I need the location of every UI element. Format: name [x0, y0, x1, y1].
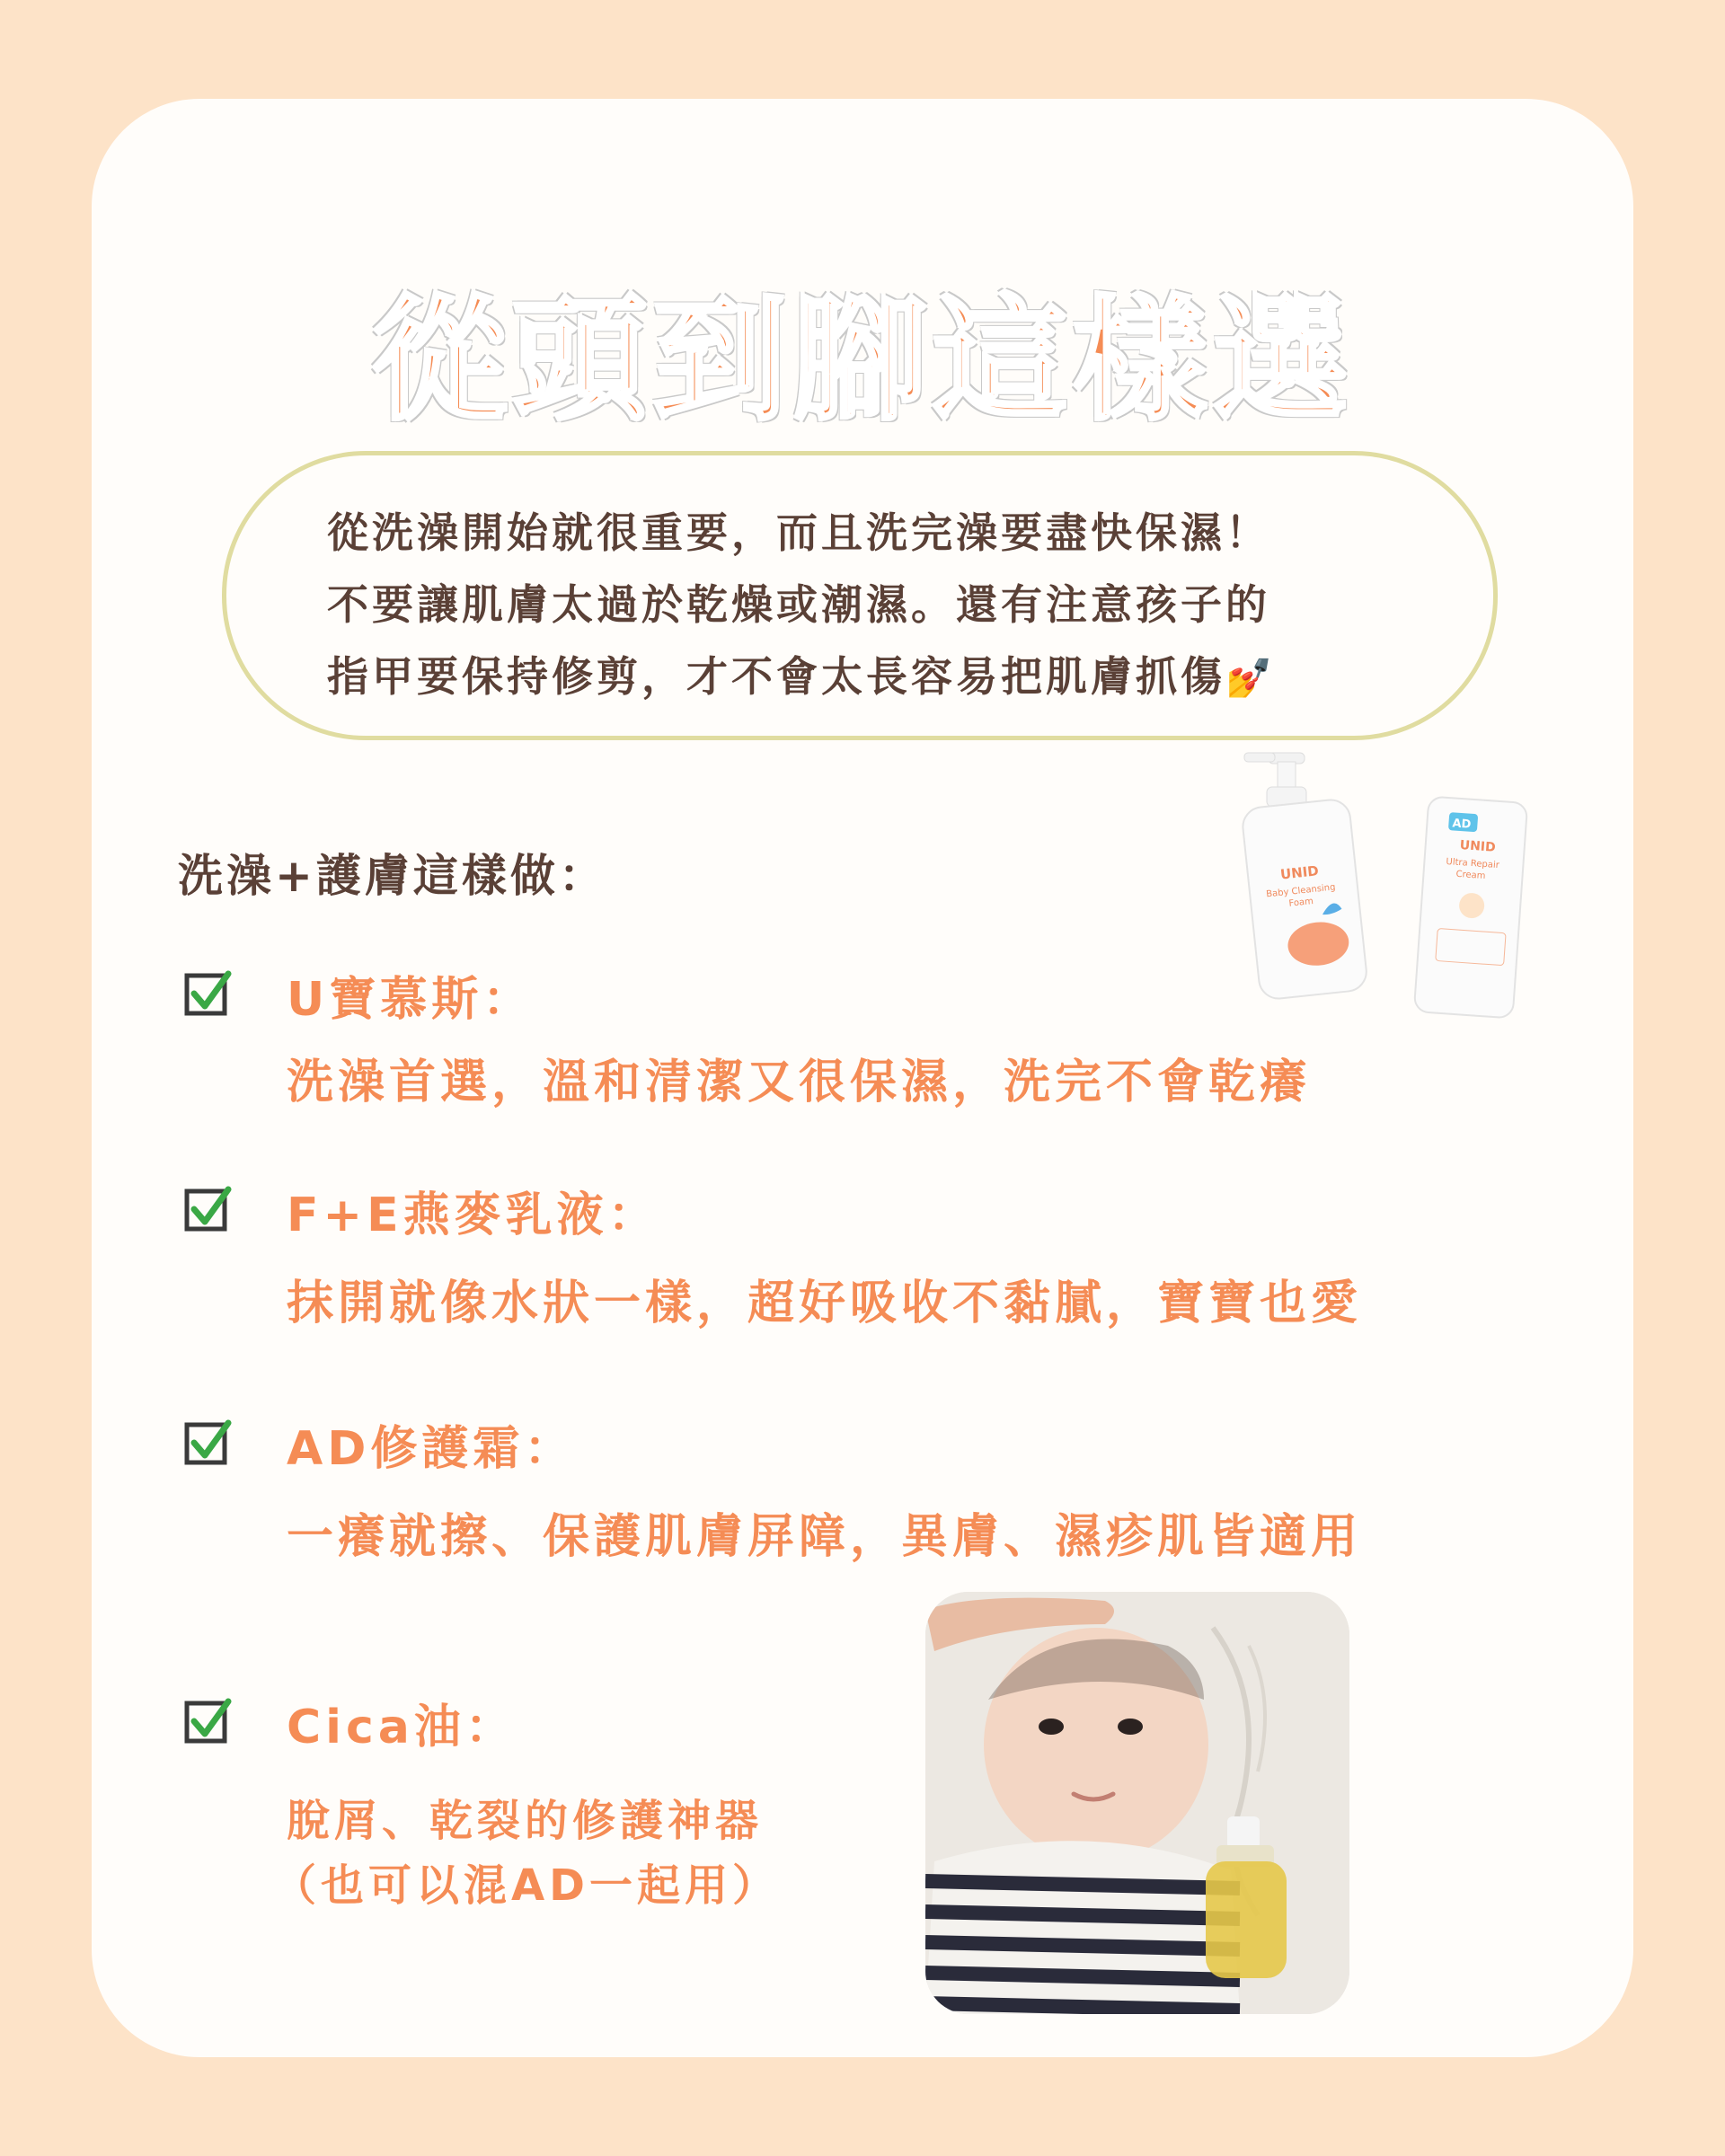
item-title: Cica油：	[287, 1701, 517, 1754]
item-note: （也可以混AD一起用）	[273, 1860, 780, 1911]
item-description: 洗澡首選，溫和清潔又很保濕，洗完不會乾癢	[287, 1056, 1312, 1109]
page-title: 從頭到腳這樣選	[371, 283, 1353, 439]
cream-badge: AD	[1451, 817, 1472, 832]
intro-line-1: 從洗澡開始就很重要，而且洗完澡要盡快保濕！	[327, 508, 1270, 557]
cream-name-2: Cream	[1455, 869, 1486, 882]
item-title: F+E燕麥乳液：	[287, 1188, 659, 1242]
item-title: AD修護霜：	[287, 1422, 576, 1476]
intro-line-2: 不要讓肌膚太過於乾燥或潮濕。還有注意孩子的	[327, 580, 1270, 629]
checkbox-checked-icon	[183, 1696, 234, 1746]
intro-bubble	[222, 451, 1498, 740]
intro-line-3	[327, 644, 1276, 703]
product-illustration	[1231, 746, 1554, 1033]
baby-photo	[925, 1592, 1349, 2014]
item-description: 抹開就像水狀一樣，超好吸收不黏膩，寶寶也愛	[287, 1277, 1363, 1330]
item-description: 一癢就擦、保護肌膚屏障，異膚、濕疹肌皆適用	[287, 1510, 1363, 1564]
item-description: 脫屑、乾裂的修護神器	[287, 1796, 764, 1846]
cream-brand: UNID	[1459, 837, 1497, 855]
foam-name-2: Foam	[1287, 897, 1314, 909]
product-bottles-icon	[1231, 746, 1554, 1033]
cream-name-1: Ultra Repair	[1446, 856, 1500, 871]
foam-name-1: Baby Cleansing	[1265, 882, 1336, 900]
item-title: U寶慕斯：	[287, 973, 535, 1027]
intro-line-3-text: 指甲要保持修剪，才不會太長容易把肌膚抓傷	[327, 652, 1225, 701]
nail-polish-icon: 💅	[1225, 656, 1277, 700]
checkbox-checked-icon	[183, 1418, 234, 1468]
checkbox-checked-icon	[183, 1184, 234, 1234]
baby-photo-image	[925, 1592, 1349, 2014]
foam-brand: UNID	[1279, 862, 1320, 883]
checkbox-checked-icon	[183, 968, 234, 1019]
section-heading: 洗澡+護膚這樣做：	[178, 850, 607, 902]
